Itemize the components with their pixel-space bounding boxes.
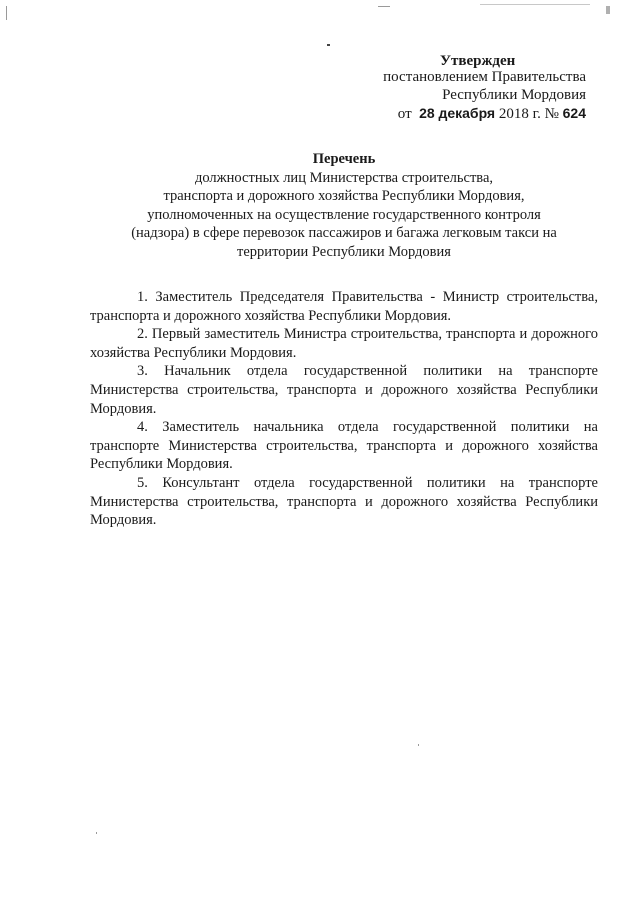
title-line: уполномоченных на осуществление государственного контроля — [147, 206, 541, 223]
scan-mark-top-right-2 — [480, 4, 590, 5]
title-line: территории Республики Мордовия — [237, 243, 451, 260]
list-item: 2. Первый заместитель Министра строительства, транспорта и дорожного хозяйства Республики Мордовия. — [90, 326, 598, 361]
list-item: 3. Начальник отдела государственной политики на транспорте Министерства строительства, транспорта и дорожного хозяйства Республики Мордовия. — [90, 363, 598, 417]
approval-line-republic: Республики Мордовия — [442, 87, 586, 103]
officials-list — [90, 288, 598, 530]
approval-date-prefix: от — [397, 106, 412, 122]
list-item: 4. Заместитель начальника отдела государственной политики на транспорте Министерства строительства, транспорта и дорожного хозяйства Республики Мордовия. — [90, 419, 598, 473]
scan-mark-top-right-1 — [378, 6, 390, 7]
scan-mark-bottom-1 — [418, 744, 419, 746]
list-item: 1. Заместитель Председателя Правительства - Министр строительства, транспорта и дорожного хозяйства Республики Мордовия. — [90, 289, 598, 324]
approval-date-month: декабря — [438, 105, 496, 121]
title-line: (надзора) в сфере перевозок пассажиров и багажа легковым такси на — [131, 225, 557, 241]
scan-mark-top-dot — [327, 44, 330, 46]
scan-mark-bottom-2 — [96, 832, 97, 834]
document-title-block — [90, 150, 598, 261]
approval-title: Утвержден — [440, 53, 516, 69]
approval-number-sign: № — [544, 106, 559, 122]
approval-date-year: 2018 г. — [498, 106, 541, 122]
scan-mark-left-edge — [6, 6, 7, 20]
title-line: должностных лиц Министерства строительства, — [194, 169, 494, 186]
approval-date-line — [0, 104, 586, 123]
scan-mark-top-right-3 — [606, 6, 610, 14]
list-item: 5. Консультант отдела государственной политики на транспорте Министерства строительства, транспорта и дорожного хозяйства Республики Мордовия. — [90, 474, 598, 529]
approval-line-decree: постановлением Правительства — [383, 69, 586, 85]
title-line: транспорта и дорожного хозяйства Республики Мордовия, — [163, 188, 525, 204]
approval-number: 624 — [562, 105, 586, 121]
document-heading: Перечень — [312, 151, 376, 167]
approval-date-day: 28 — [419, 105, 435, 121]
